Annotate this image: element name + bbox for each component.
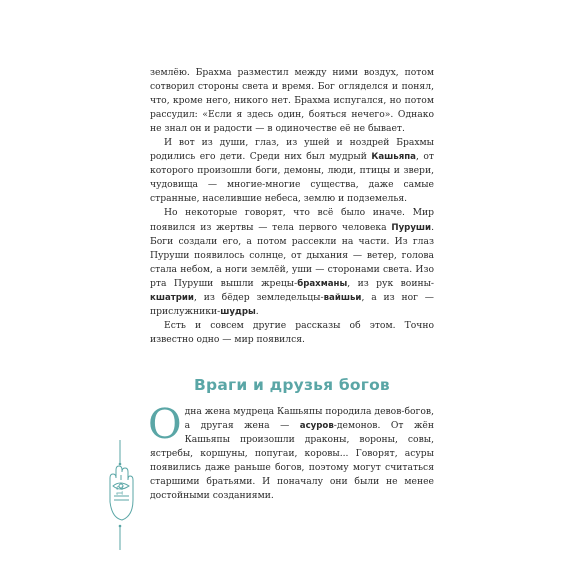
section-heading: Враги и друзья богов [194, 376, 390, 394]
text-run: И вот из души, глаз, из ушей и ноздрей Брахмы родились его дети. Среди них был мудрый [150, 137, 434, 163]
text-run: , из бёдер земледельцы- [193, 291, 324, 303]
text-run: , из рук воины- [347, 277, 434, 289]
term: вайшьи [323, 292, 362, 303]
paragraph-3 [150, 206, 434, 318]
paragraph-2 [150, 136, 434, 206]
paragraph-1 [150, 66, 434, 136]
term: асуров [299, 421, 334, 432]
drop-cap: О [148, 400, 182, 448]
text-run: Но некоторые говорят, что всё было иначе. Мир появился из жертвы — тела первого человека [150, 207, 434, 233]
term: шудры [220, 306, 256, 317]
section-paragraph [148, 400, 434, 503]
text-run: -демонов. От жён Кашьяпы произошли драконы, вороны, совы, ястребы, коршуны, попугаи, коровы... Говорят, асуры появились даже раньше богов, поэтому могут считаться старшими братьями. И поначалу они были не менее достойными созданиями. [150, 420, 434, 502]
main-text [150, 66, 434, 347]
text-run: землёю. Брахма разместил между ними воздух, потом сотворил стороны света и время. Бог огляделся и понял, что, кроме него, никого нет. Брахма испугался, но потом рассудил: «Если я здесь один, бояться нечего». Однако не знал он и радости — в одиночестве её не бывает. [150, 67, 434, 135]
term: Пуруши [391, 222, 432, 233]
term: кшатрии [150, 292, 194, 303]
term: брахманы [297, 278, 348, 289]
paragraph-4 [150, 319, 434, 347]
section-text [148, 400, 434, 503]
page-number: 12 [115, 485, 125, 496]
text-run: , а из ног — прислужники- [150, 291, 434, 317]
text-run: , от которого произошли боги, демоны, люди, птицы и звери, чудовища — многие-многие существа, даже самые странные, населившие небеса, землю и подземелья. [150, 151, 434, 205]
text-run: . [255, 305, 259, 317]
text-run: дна жена мудреца Кашьяпы породила девов-богов, а другая жена — [184, 406, 434, 432]
term: Кашьяпа [371, 152, 416, 163]
text-run: Есть и совсем другие рассказы об этом. Точно известно одно — мир появился. [150, 319, 434, 345]
text-run: . Боги создали его, а потом рассекли на части. Из глаз Пуруши появилось солнце, от дыхания — ветер, голова стала небом, а ноги землёй, уши — сторонами света. Изо рта Пуруши вышли жрецы- [150, 221, 434, 289]
